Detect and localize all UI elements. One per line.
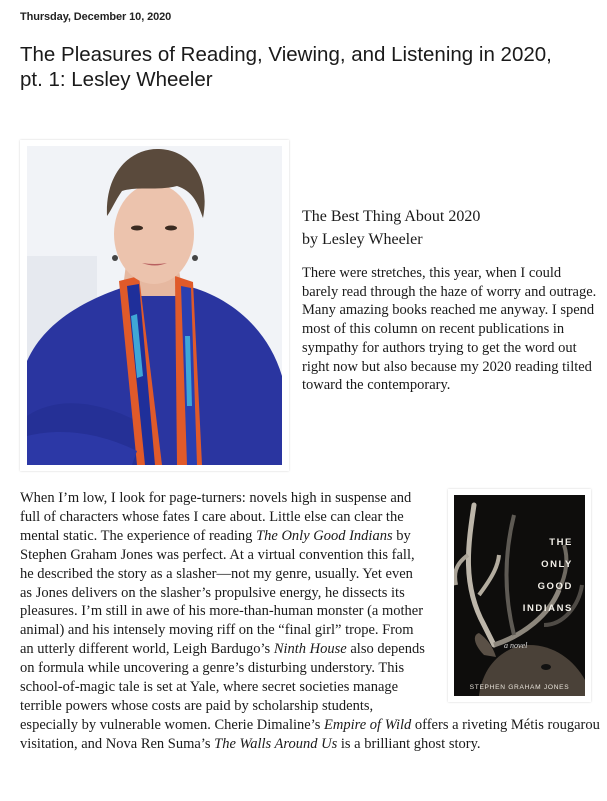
article-byline: by Lesley Wheeler — [302, 231, 423, 248]
author-portrait-illustration — [27, 146, 282, 465]
book-cover-tagline: a novel — [504, 641, 528, 650]
book-title-empire-of-wild: Empire of Wild — [324, 716, 412, 733]
book-cover-author: STEPHEN GRAHAM JONES — [469, 684, 570, 691]
cover-title-line: ONLY — [541, 559, 573, 570]
body-text-segment: When I’m low, I look for page-turners: novels high in suspense and full of characters whose fates I care about. Little else can clear the mental static. The experience of reading — [20, 490, 412, 544]
body-text-segment: by Stephen Graham Jones was perfect. At a virtual convention this fall, he described the story as a slasher—not my genre, usually. Yet even as Jones delivers on the slasher’s propulsive energy, he dissects its pleasures. I’m still in awe of his more-than-human monster (a mother animal) and his intensely moving riff on the “final girl” trope. From an utterly different world, Leigh Bardugo’s — [20, 527, 424, 658]
intro-paragraph: There were stretches, this year, when I could barely read through the haze of worry and outrage. Many amazing books reached me anyway. I spend most of this column on recent publications in sympathy for authors trying to get the word out right now but also because my 2020 reading tilted toward the contemporary. — [302, 265, 597, 394]
body-text-segment: also depends on formula while uncovering a genre’s disturbing understory. This school-of-magic tale is set at Yale, where secret societies manage terrible powers whose costs are paid by scholarship students, especially by vulnerable women. Cherie Dimaline’s — [20, 641, 425, 733]
author-photo-frame — [20, 140, 289, 471]
article-heading: The Best Thing About 2020 — [302, 208, 481, 225]
article-heading-block — [302, 205, 480, 251]
cover-title-line: THE — [549, 537, 573, 548]
body-text-segment: is a brilliant ghost story. — [337, 735, 481, 752]
body-paragraph — [20, 489, 600, 754]
author-photo[interactable] — [27, 146, 282, 465]
book-title-ninth-house: Ninth House — [273, 641, 347, 658]
book-title-only-good-indians: The Only Good Indians — [256, 527, 393, 544]
book-title-walls-around-us: The Walls Around Us — [214, 735, 338, 752]
body-text-segment: offers a riveting Métis rougarou visitation, and Nova Ren Suma’s — [20, 716, 600, 752]
cover-title-line: GOOD — [537, 581, 573, 592]
post-date: Thursday, December 10, 2020 — [20, 11, 172, 23]
float-spacer — [428, 489, 600, 715]
post-title: The Pleasures of Reading, Viewing, and Listening in 2020, pt. 1: Lesley Wheeler — [20, 43, 552, 91]
cover-title-line: INDIANS — [522, 603, 573, 614]
